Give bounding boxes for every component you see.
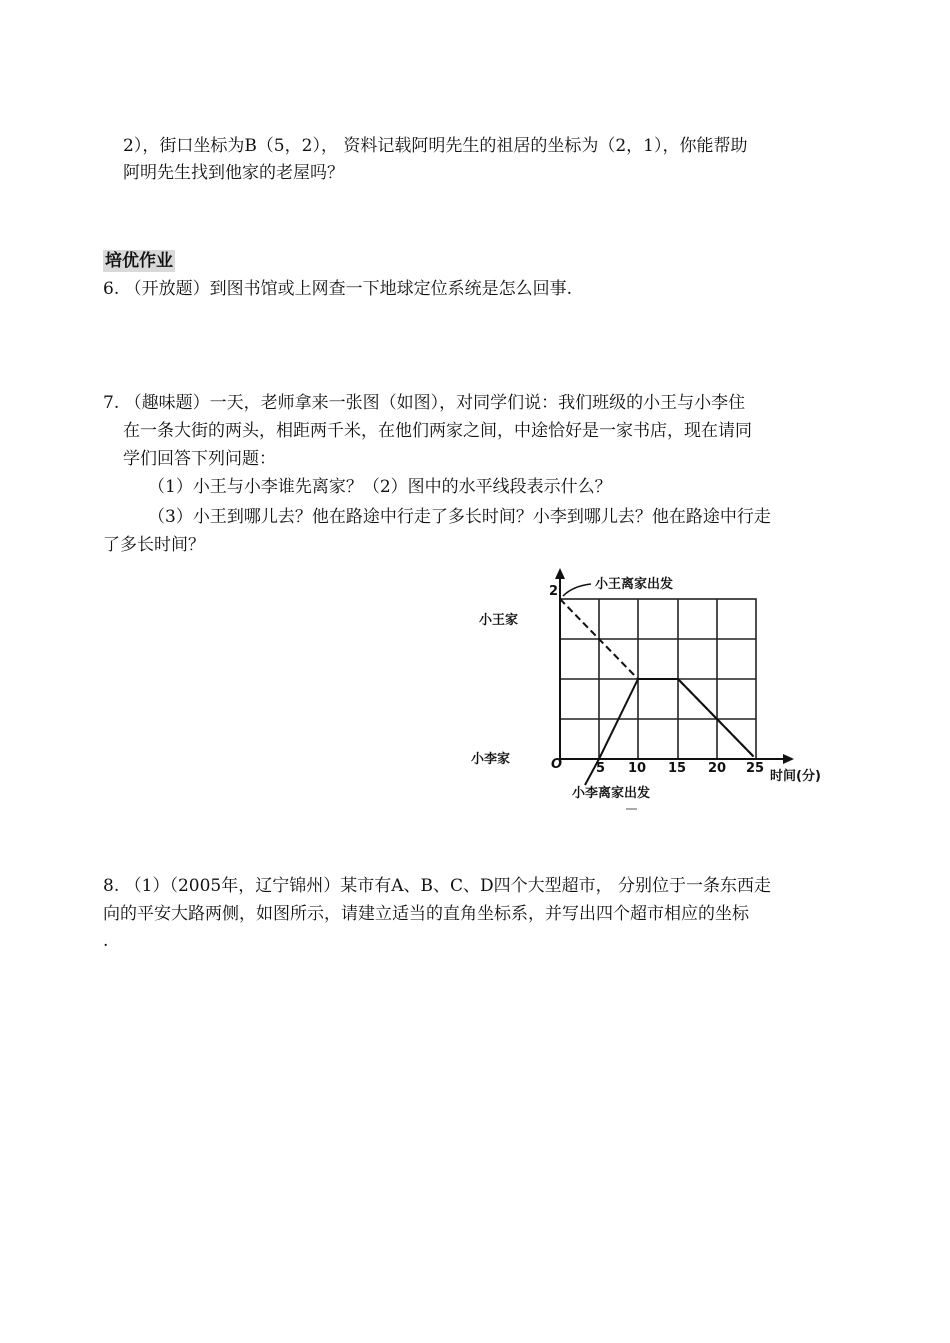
q6-text: 6. （开放题）到图书馆或上网查一下地球定位系统是怎么回事. bbox=[103, 279, 573, 299]
q7-line-2: 在一条大街的两头，相距两千米，在他们两家之间，中途恰好是一家书店，现在请同 bbox=[123, 421, 752, 441]
label-li-home: 小李家 bbox=[471, 752, 511, 767]
label-li-start: 小李离家出发 bbox=[572, 786, 651, 801]
label-wang-start: 小王离家出发 bbox=[595, 577, 674, 592]
y-tick-2: 2 bbox=[549, 584, 559, 599]
x-axis-label: 时间(分) bbox=[770, 769, 821, 784]
q7-line-4: （1）小王与小李谁先离家？（2）图中的水平线段表示什么？ bbox=[148, 477, 612, 497]
label-wang-home: 小王家 bbox=[479, 613, 519, 628]
q8-line-1: 8. （1）（2005年，辽宁锦州）某市有A、B、C、D四个大型超市， 分别位于一条东西走 bbox=[103, 876, 772, 896]
x-tick-15: 15 bbox=[668, 761, 687, 776]
origin-label: O bbox=[551, 757, 563, 772]
section-heading: 培优作业 bbox=[105, 251, 173, 271]
x-tick-20: 20 bbox=[708, 761, 727, 776]
q7-line-1: 7. （趣味题）一天，老师拿来一张图（如图），对同学们说：我们班级的小王与小李住 bbox=[103, 393, 746, 413]
q5-line-2: 阿明先生找到他家的老屋吗？ bbox=[123, 163, 344, 183]
q5-line-1: 2），街口坐标为B（5，2）， 资料记载阿明先生的祖居的坐标为（2，1），你能帮助 bbox=[123, 136, 748, 156]
q7-line-5: （3）小王到哪儿去？他在路途中行走了多长时间？小李到哪儿去？他在路途中行走 bbox=[148, 507, 771, 527]
x-tick-25: 25 bbox=[746, 761, 765, 776]
q8-line-2: 向的平安大路两侧，如图所示，请建立适当的直角坐标系，并写出四个超市相应的坐标 bbox=[103, 904, 749, 924]
y-axis-arrow bbox=[555, 568, 565, 579]
distance-time-figure bbox=[465, 562, 845, 817]
wang-start-pointer bbox=[563, 584, 591, 596]
q7-line-6: 了多长时间？ bbox=[103, 535, 205, 555]
x-axis-arrow bbox=[783, 754, 794, 764]
q7-line-3: 学们回答下列问题： bbox=[123, 449, 276, 469]
x-tick-5: 5 bbox=[596, 761, 606, 776]
x-tick-10: 10 bbox=[628, 761, 647, 776]
q8-line-3: . bbox=[103, 931, 109, 951]
